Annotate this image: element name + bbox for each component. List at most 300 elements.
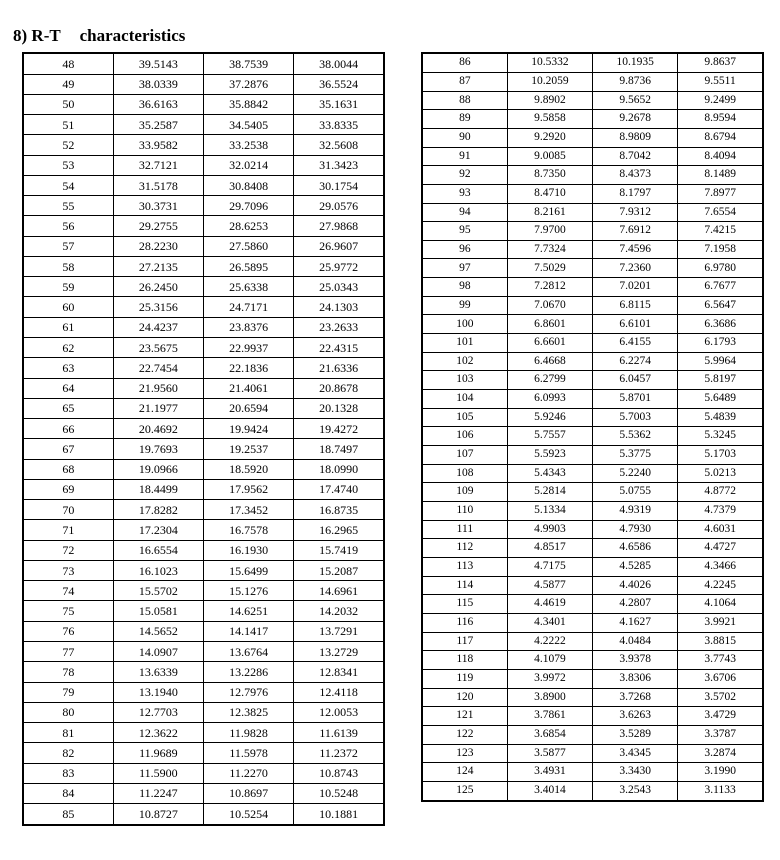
table-cell: 65 [23, 398, 113, 418]
table-cell: 48 [23, 53, 113, 74]
table-cell: 6.4668 [507, 352, 592, 371]
table-cell: 106 [422, 427, 507, 446]
table-cell: 23.8376 [204, 317, 294, 337]
table-cell: 4.1627 [593, 613, 678, 632]
table-cell: 14.6961 [294, 581, 384, 601]
table-cell: 9.5858 [507, 110, 592, 129]
table-cell: 3.6706 [678, 669, 763, 688]
table-cell: 116 [422, 613, 507, 632]
table-row [422, 371, 763, 390]
table-cell: 6.6601 [507, 334, 592, 353]
table-cell: 8.7042 [593, 147, 678, 166]
table-row [422, 595, 763, 614]
table-row [422, 707, 763, 726]
table-cell: 81 [23, 723, 113, 743]
table-row [23, 439, 384, 459]
table-cell: 8.6794 [678, 128, 763, 147]
table-cell: 3.4014 [507, 781, 592, 801]
table-cell: 22.1836 [204, 358, 294, 378]
table-cell: 4.7175 [507, 557, 592, 576]
table-cell: 13.7291 [294, 621, 384, 641]
table-cell: 27.2135 [113, 256, 203, 276]
table-cell: 27.5860 [204, 236, 294, 256]
table-cell: 9.5511 [678, 72, 763, 91]
table-cell: 3.5877 [507, 744, 592, 763]
table-row [422, 502, 763, 521]
table-cell: 93 [422, 184, 507, 203]
table-cell: 83 [23, 763, 113, 783]
table-cell: 60 [23, 297, 113, 317]
table-cell: 4.6586 [593, 539, 678, 558]
table-cell: 64 [23, 378, 113, 398]
table-row [23, 601, 384, 621]
section-heading-number: 8) R-T [13, 26, 61, 45]
table-cell: 24.7171 [204, 297, 294, 317]
table-cell: 76 [23, 621, 113, 641]
table-cell: 7.6912 [593, 222, 678, 241]
table-cell: 25.6338 [204, 277, 294, 297]
table-cell: 3.3430 [593, 763, 678, 782]
table-row [422, 390, 763, 409]
table-row [23, 196, 384, 216]
table-cell: 10.5332 [507, 53, 592, 72]
table-cell: 4.7930 [593, 520, 678, 539]
table-cell: 5.4343 [507, 464, 592, 483]
table-cell: 4.3466 [678, 557, 763, 576]
table-row [422, 520, 763, 539]
table-cell: 7.2360 [593, 259, 678, 278]
table-cell: 4.0484 [593, 632, 678, 651]
table-row [422, 576, 763, 595]
table-cell: 51 [23, 115, 113, 135]
table-cell: 108 [422, 464, 507, 483]
table-cell: 8.4710 [507, 184, 592, 203]
table-cell: 27.9868 [294, 216, 384, 236]
table-cell: 23.5675 [113, 338, 203, 358]
table-row [23, 175, 384, 195]
rt-table-left [22, 52, 385, 826]
table-row [23, 540, 384, 560]
table-cell: 16.6554 [113, 540, 203, 560]
table-cell: 3.4729 [678, 707, 763, 726]
table-cell: 22.4315 [294, 338, 384, 358]
table-cell: 30.3731 [113, 196, 203, 216]
table-row [23, 682, 384, 702]
table-row [23, 277, 384, 297]
table-cell: 102 [422, 352, 507, 371]
table-row [23, 115, 384, 135]
table-cell: 4.4026 [593, 576, 678, 595]
table-cell: 103 [422, 371, 507, 390]
table-row [422, 91, 763, 110]
table-row [422, 296, 763, 315]
table-row [23, 53, 384, 74]
table-cell: 6.0993 [507, 390, 592, 409]
table-cell: 8.1489 [678, 166, 763, 185]
table-cell: 26.2450 [113, 277, 203, 297]
table-cell: 23.2633 [294, 317, 384, 337]
table-cell: 4.3401 [507, 613, 592, 632]
table-cell: 73 [23, 560, 113, 580]
table-row [422, 669, 763, 688]
table-row [23, 581, 384, 601]
table-row [23, 500, 384, 520]
table-cell: 5.7003 [593, 408, 678, 427]
table-row [23, 216, 384, 236]
table-row [422, 408, 763, 427]
table-row [23, 297, 384, 317]
table-cell: 15.1276 [204, 581, 294, 601]
table-cell: 22.7454 [113, 358, 203, 378]
table-cell: 54 [23, 175, 113, 195]
table-cell: 100 [422, 315, 507, 334]
table-cell: 15.7419 [294, 540, 384, 560]
table-cell: 57 [23, 236, 113, 256]
table-cell: 31.3423 [294, 155, 384, 175]
table-cell: 11.2270 [204, 763, 294, 783]
table-cell: 91 [422, 147, 507, 166]
table-cell: 3.1990 [678, 763, 763, 782]
table-row [23, 804, 384, 825]
table-row [422, 557, 763, 576]
table-cell: 24.1303 [294, 297, 384, 317]
table-cell: 4.7379 [678, 502, 763, 521]
table-cell: 16.1930 [204, 540, 294, 560]
table-cell: 72 [23, 540, 113, 560]
table-cell: 35.2587 [113, 115, 203, 135]
table-cell: 16.1023 [113, 560, 203, 580]
table-cell: 7.4215 [678, 222, 763, 241]
table-cell: 6.1793 [678, 334, 763, 353]
rt-table-right [421, 52, 764, 802]
table-cell: 15.6499 [204, 560, 294, 580]
table-cell: 70 [23, 500, 113, 520]
table-cell: 113 [422, 557, 507, 576]
table-cell: 16.8735 [294, 500, 384, 520]
table-cell: 12.0053 [294, 702, 384, 722]
table-cell: 19.7693 [113, 439, 203, 459]
table-row [23, 94, 384, 114]
table-row [23, 135, 384, 155]
table-cell: 9.2499 [678, 91, 763, 110]
table-cell: 85 [23, 804, 113, 825]
table-cell: 109 [422, 483, 507, 502]
table-row [422, 483, 763, 502]
table-cell: 7.0201 [593, 278, 678, 297]
table-row [23, 378, 384, 398]
table-row [422, 334, 763, 353]
table-cell: 9.0085 [507, 147, 592, 166]
table-cell: 10.8727 [113, 804, 203, 825]
table-cell: 75 [23, 601, 113, 621]
table-cell: 3.5702 [678, 688, 763, 707]
table-cell: 3.7268 [593, 688, 678, 707]
table-row [23, 723, 384, 743]
table-cell: 7.9700 [507, 222, 592, 241]
table-cell: 33.9582 [113, 135, 203, 155]
table-cell: 8.1797 [593, 184, 678, 203]
table-cell: 20.8678 [294, 378, 384, 398]
table-cell: 15.0581 [113, 601, 203, 621]
table-cell: 119 [422, 669, 507, 688]
table-row [23, 662, 384, 682]
table-cell: 111 [422, 520, 507, 539]
table-cell: 3.9921 [678, 613, 763, 632]
table-row [422, 128, 763, 147]
table-cell: 25.9772 [294, 256, 384, 276]
table-row [422, 184, 763, 203]
table-row [422, 632, 763, 651]
table-cell: 84 [23, 783, 113, 803]
table-cell: 9.5652 [593, 91, 678, 110]
table-cell: 21.9560 [113, 378, 203, 398]
table-cell: 4.5877 [507, 576, 592, 595]
table-cell: 124 [422, 763, 507, 782]
table-cell: 11.5900 [113, 763, 203, 783]
table-cell: 3.4345 [593, 744, 678, 763]
table-cell: 5.2814 [507, 483, 592, 502]
table-cell: 13.2286 [204, 662, 294, 682]
table-row [422, 203, 763, 222]
table-cell: 125 [422, 781, 507, 801]
table-cell: 30.8408 [204, 175, 294, 195]
table-cell: 32.7121 [113, 155, 203, 175]
table-cell: 78 [23, 662, 113, 682]
table-cell: 4.2245 [678, 576, 763, 595]
table-cell: 19.2537 [204, 439, 294, 459]
table-row [422, 763, 763, 782]
table-cell: 11.9828 [204, 723, 294, 743]
table-cell: 88 [422, 91, 507, 110]
table-cell: 5.5923 [507, 446, 592, 465]
table-cell: 17.9562 [204, 479, 294, 499]
table-cell: 26.9607 [294, 236, 384, 256]
table-cell: 25.3156 [113, 297, 203, 317]
table-cell: 82 [23, 743, 113, 763]
table-cell: 6.4155 [593, 334, 678, 353]
table-cell: 38.0339 [113, 74, 203, 94]
table-row [422, 688, 763, 707]
table-cell: 11.9689 [113, 743, 203, 763]
table-cell: 29.0576 [294, 196, 384, 216]
table-row [422, 446, 763, 465]
table-cell: 11.6139 [294, 723, 384, 743]
table-cell: 3.7743 [678, 651, 763, 670]
table-row [422, 53, 763, 72]
table-row [422, 613, 763, 632]
table-row [422, 725, 763, 744]
table-cell: 30.1754 [294, 175, 384, 195]
table-cell: 110 [422, 502, 507, 521]
table-cell: 3.9378 [593, 651, 678, 670]
table-cell: 15.5702 [113, 581, 203, 601]
table-cell: 12.7976 [204, 682, 294, 702]
table-cell: 35.8842 [204, 94, 294, 114]
table-cell: 4.1064 [678, 595, 763, 614]
table-cell: 17.3452 [204, 500, 294, 520]
table-cell: 4.1079 [507, 651, 592, 670]
table-cell: 50 [23, 94, 113, 114]
table-cell: 16.7578 [204, 520, 294, 540]
table-cell: 94 [422, 203, 507, 222]
table-cell: 18.5920 [204, 459, 294, 479]
table-row [23, 419, 384, 439]
table-cell: 67 [23, 439, 113, 459]
table-cell: 52 [23, 135, 113, 155]
table-cell: 5.0213 [678, 464, 763, 483]
table-cell: 28.2230 [113, 236, 203, 256]
table-cell: 20.6594 [204, 398, 294, 418]
table-cell: 10.5254 [204, 804, 294, 825]
table-cell: 14.5652 [113, 621, 203, 641]
table-cell: 29.7096 [204, 196, 294, 216]
table-cell: 96 [422, 240, 507, 259]
table-cell: 15.2087 [294, 560, 384, 580]
table-cell: 13.6339 [113, 662, 203, 682]
table-cell: 5.5362 [593, 427, 678, 446]
table-cell: 12.3825 [204, 702, 294, 722]
table-cell: 68 [23, 459, 113, 479]
table-cell: 7.9312 [593, 203, 678, 222]
table-cell: 71 [23, 520, 113, 540]
table-row [422, 222, 763, 241]
table-cell: 5.4839 [678, 408, 763, 427]
table-cell: 5.6489 [678, 390, 763, 409]
table-row [422, 72, 763, 91]
table-cell: 13.1940 [113, 682, 203, 702]
table-cell: 98 [422, 278, 507, 297]
rt-characteristics-table-86-125 [421, 52, 764, 802]
table-cell: 58 [23, 256, 113, 276]
table-cell: 8.9594 [678, 110, 763, 129]
table-row [23, 74, 384, 94]
section-heading [13, 26, 185, 46]
table-cell: 7.7324 [507, 240, 592, 259]
table-cell: 10.8697 [204, 783, 294, 803]
section-heading-text: characteristics [79, 26, 186, 45]
table-cell: 38.7539 [204, 53, 294, 74]
table-row [422, 651, 763, 670]
table-cell: 32.5608 [294, 135, 384, 155]
table-row [23, 743, 384, 763]
table-cell: 5.1334 [507, 502, 592, 521]
table-cell: 8.2161 [507, 203, 592, 222]
table-cell: 118 [422, 651, 507, 670]
table-cell: 22.9937 [204, 338, 294, 358]
table-cell: 5.3775 [593, 446, 678, 465]
table-cell: 104 [422, 390, 507, 409]
table-row [422, 781, 763, 801]
table-cell: 37.2876 [204, 74, 294, 94]
table-row [23, 560, 384, 580]
table-cell: 19.4272 [294, 419, 384, 439]
table-cell: 35.1631 [294, 94, 384, 114]
table-cell: 8.4373 [593, 166, 678, 185]
table-cell: 34.5405 [204, 115, 294, 135]
table-cell: 10.2059 [507, 72, 592, 91]
table-cell: 3.8900 [507, 688, 592, 707]
table-cell: 6.6101 [593, 315, 678, 334]
table-cell: 114 [422, 576, 507, 595]
table-cell: 4.8772 [678, 483, 763, 502]
table-row [23, 763, 384, 783]
table-cell: 3.4931 [507, 763, 592, 782]
table-cell: 79 [23, 682, 113, 702]
table-cell: 5.3245 [678, 427, 763, 446]
table-cell: 10.1881 [294, 804, 384, 825]
table-row [422, 259, 763, 278]
table-cell: 19.0966 [113, 459, 203, 479]
table-cell: 21.1977 [113, 398, 203, 418]
table-row [422, 744, 763, 763]
table-cell: 59 [23, 277, 113, 297]
table-row [422, 464, 763, 483]
table-cell: 66 [23, 419, 113, 439]
table-cell: 80 [23, 702, 113, 722]
table-cell: 117 [422, 632, 507, 651]
table-cell: 28.6253 [204, 216, 294, 236]
table-cell: 5.9964 [678, 352, 763, 371]
table-row [422, 110, 763, 129]
table-cell: 4.8517 [507, 539, 592, 558]
table-cell: 25.0343 [294, 277, 384, 297]
table-cell: 17.2304 [113, 520, 203, 540]
table-cell: 26.5895 [204, 256, 294, 276]
table-cell: 3.7861 [507, 707, 592, 726]
table-cell: 3.2874 [678, 744, 763, 763]
table-cell: 11.2372 [294, 743, 384, 763]
table-cell: 92 [422, 166, 507, 185]
table-cell: 6.2799 [507, 371, 592, 390]
table-cell: 120 [422, 688, 507, 707]
table-cell: 18.0990 [294, 459, 384, 479]
table-cell: 99 [422, 296, 507, 315]
table-cell: 12.7703 [113, 702, 203, 722]
table-cell: 3.3787 [678, 725, 763, 744]
table-cell: 12.8341 [294, 662, 384, 682]
table-cell: 6.9780 [678, 259, 763, 278]
table-cell: 10.1935 [593, 53, 678, 72]
table-cell: 9.2920 [507, 128, 592, 147]
table-cell: 7.0670 [507, 296, 592, 315]
table-cell: 4.2222 [507, 632, 592, 651]
table-cell: 38.0044 [294, 53, 384, 74]
table-cell: 77 [23, 641, 113, 661]
table-cell: 13.2729 [294, 641, 384, 661]
table-cell: 121 [422, 707, 507, 726]
table-row [23, 459, 384, 479]
table-cell: 3.9972 [507, 669, 592, 688]
table-row [422, 315, 763, 334]
table-cell: 33.2538 [204, 135, 294, 155]
table-cell: 62 [23, 338, 113, 358]
table-cell: 86 [422, 53, 507, 72]
table-row [23, 358, 384, 378]
table-cell: 8.7350 [507, 166, 592, 185]
table-row [23, 256, 384, 276]
table-cell: 7.4596 [593, 240, 678, 259]
table-cell: 5.0755 [593, 483, 678, 502]
table-cell: 6.8115 [593, 296, 678, 315]
table-cell: 9.2678 [593, 110, 678, 129]
table-row [422, 240, 763, 259]
table-cell: 11.5978 [204, 743, 294, 763]
table-cell: 7.8977 [678, 184, 763, 203]
table-cell: 101 [422, 334, 507, 353]
table-cell: 32.0214 [204, 155, 294, 175]
table-cell: 6.2274 [593, 352, 678, 371]
table-cell: 5.8701 [593, 390, 678, 409]
